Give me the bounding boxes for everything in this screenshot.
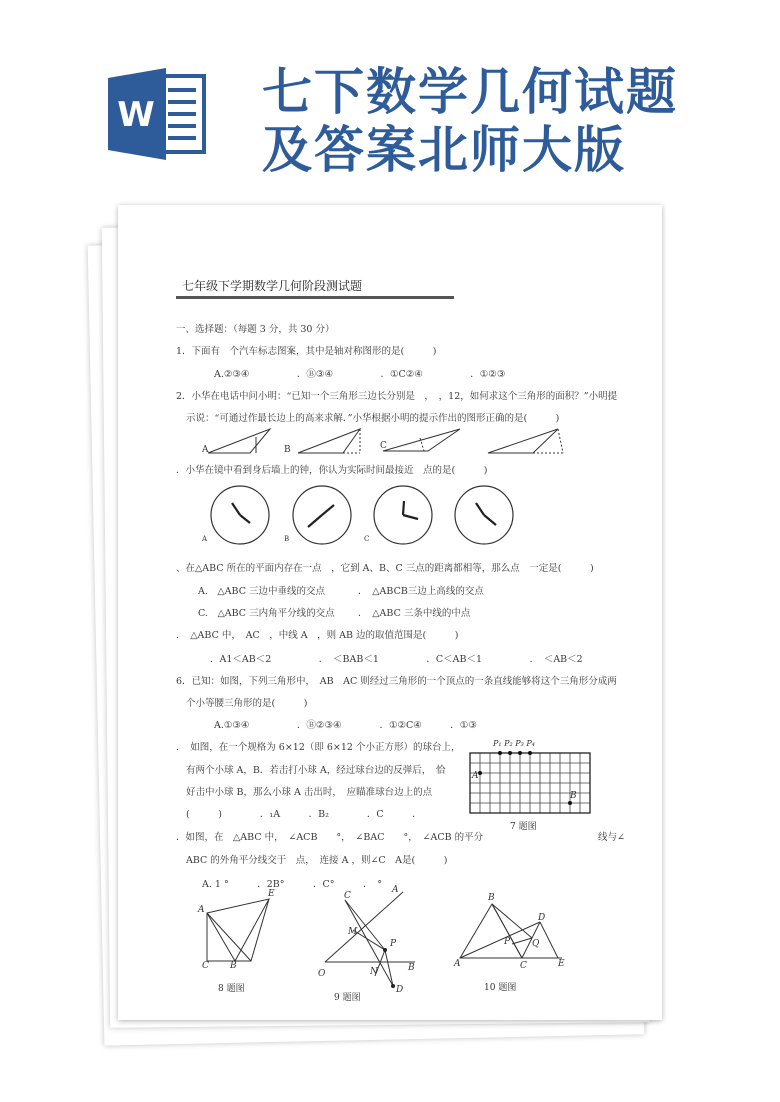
- fig10-label: P: [504, 937, 511, 947]
- fig9-label: A: [392, 885, 399, 895]
- tri-label-c: C: [380, 441, 387, 451]
- heading-rule: [176, 296, 454, 299]
- fig8-diagram: [203, 895, 283, 965]
- doc-heading: 七年级下学期数学几何阶段测试题: [182, 279, 363, 293]
- point-marker: [508, 751, 512, 755]
- question-7-cont: 有两个小球 A，B．若击打小球 A，经过球台边的反弹后， 恰: [186, 765, 446, 776]
- fig10-label: D: [538, 913, 546, 923]
- fig8-label: C: [202, 961, 209, 971]
- section-title: 一、选择题：（每题 3 分，共 30 分）: [176, 324, 335, 335]
- fig10-label: C: [520, 961, 527, 971]
- fig9-label: N: [370, 967, 378, 977]
- clock-label-c: C: [364, 535, 370, 543]
- fig8-label: B: [230, 961, 237, 971]
- fig8-label: E: [268, 889, 275, 899]
- fig10-label: A: [454, 959, 461, 969]
- fig7-pool-table: [468, 751, 592, 813]
- fig10-label: B: [488, 893, 495, 903]
- fig9-label: O: [318, 969, 326, 979]
- fig9-label: P: [390, 939, 397, 949]
- q4-option-b: ． △ABCB三边上高线的交点: [358, 586, 484, 597]
- q8-options: A. 1 ° ．2B° ．C° ． °: [202, 879, 383, 890]
- q1-options: A.②③④ ．Ⓑ③④ ．①C②④ ．①②③: [214, 369, 506, 380]
- tri-label-b: B: [284, 445, 291, 455]
- point-marker: [568, 801, 572, 805]
- fig7-caption: 7 题图: [510, 822, 537, 832]
- fig8-label: A: [198, 905, 205, 915]
- fig10-label: Q: [532, 939, 540, 949]
- question-8-end: 线与∠: [598, 832, 625, 843]
- fig9-label: B: [408, 963, 415, 973]
- question-8: ．如图，在 △ABC 中， ∠ACB °， ∠BAC °， ∠ACB 的平分: [176, 832, 484, 843]
- fig10-label: E: [558, 959, 565, 969]
- q6-options: A.①③④ ．Ⓑ②③④ ．①②C④ ．①③: [214, 720, 477, 731]
- q7-options: ( ) ．₁A ．B₂ ．C ．: [186, 809, 422, 820]
- question-2: 2．小华在电话中问小明：“已知一个三角形三边长分别是 ， ，12，如何求这个三角形的面积？”小明提: [176, 391, 618, 402]
- point-marker: [518, 751, 522, 755]
- clocks: [208, 483, 508, 547]
- fig9-label: D: [396, 985, 404, 995]
- question-4: 、在△ABC 所在的平面内存在一点 ，它到 A、B、C 三点的距离都相等，那么点 一定是( ): [176, 563, 594, 574]
- title-line-1: 七下数学几何试题: [262, 63, 678, 121]
- fig7-ball-a: A: [472, 771, 479, 781]
- word-letter: W: [117, 95, 155, 135]
- question-3: ．小华在镜中看到身后墙上的钟，你认为实际时间最接近 点的是( ): [176, 465, 488, 476]
- question-6: 6．已知：如图，下列三角形中， AB AC 则经过三角形的一个顶点的一条直线能够将这个三角形分成两: [176, 676, 617, 687]
- fig9-caption: 9 题图: [334, 993, 361, 1003]
- question-2-cont: 示说：“可通过作最长边上的高来求解．”小华根据小明的提示作出的图形正确的是( ): [186, 413, 560, 424]
- question-5: ． △ABC 中， AC ，中线 A ，则 AB 边的取值范围是( ): [176, 630, 459, 641]
- title-line-2: 及答案北师大版: [262, 121, 626, 179]
- fig10-diagram: [458, 900, 568, 965]
- q4-option-d: ． △ABC 三条中线的中点: [358, 608, 471, 619]
- question-7-cont2: 好击中小球 B，那么小球 A 击出时， 应瞄准球台边上的点: [186, 787, 433, 798]
- question-8-cont: ABC 的外角平分线交于 点， 连接 A ，则∠C A是( ): [186, 855, 448, 866]
- q5-options: ．A1＜AB＜2 ． ＜BAB＜1 ．C＜AB＜1 ． ＜AB＜2: [210, 654, 583, 665]
- document-page: [118, 205, 662, 1020]
- fig7-ball-b: B: [570, 791, 577, 801]
- point-marker: [528, 751, 532, 755]
- point-marker: [498, 751, 502, 755]
- q4-option-a: A. △ABC 三边中垂线的交点: [198, 586, 325, 597]
- question-6-cont: 个小等腰三角形的是( ): [186, 698, 308, 709]
- tri-label-a: A: [202, 445, 209, 455]
- fig10-caption: 10 题图: [484, 983, 517, 993]
- fig7-points-label: P₁ P₂ P₃ P₄: [493, 739, 536, 748]
- question-7: ． 如图，在一个规格为 6×12（即 6×12 个小正方形）的球台上，: [176, 742, 461, 753]
- q4-option-c: C. △ABC 三内角平分线的交点: [198, 608, 335, 619]
- fig9-label: M: [348, 927, 358, 937]
- fig9-label: C: [344, 891, 351, 901]
- fig8-caption: 8 题图: [218, 984, 245, 994]
- clock-label-b: B: [284, 535, 290, 543]
- question-1: 1．下面有 个汽车标志图案，其中是轴对称图形的是( ): [176, 346, 437, 357]
- clock-label-a: A: [202, 535, 208, 543]
- q2-triangles: [198, 425, 578, 455]
- word-icon: [108, 68, 208, 160]
